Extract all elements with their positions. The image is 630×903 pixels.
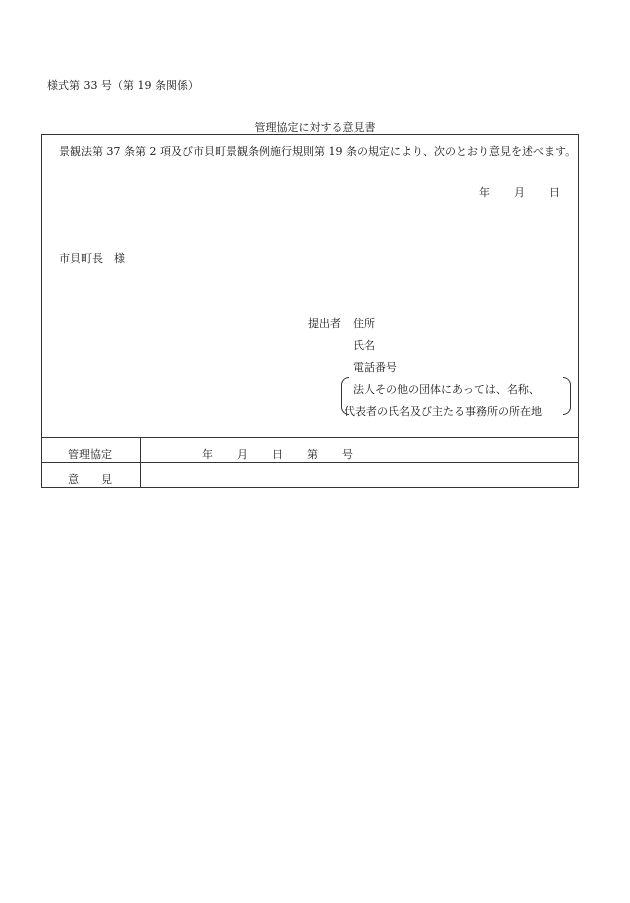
opinion-label-1: 意 [68,473,79,486]
date-line [479,184,560,200]
bracket-right [563,377,571,415]
address-label: 住所 [353,317,375,330]
opinion-label [68,471,112,487]
agreement-no-prefix: 第 [307,448,318,461]
agreement-month: 月 [237,448,248,461]
corp-note-line2: 代表者の氏名及び主たる事務所の所在地 [344,405,542,418]
opinion-label-2: 見 [101,473,112,486]
form-frame [41,134,579,488]
agreement-no-suffix: 号 [342,448,353,461]
submitter-label: 提出者 [308,317,341,330]
phone-label: 電話番号 [353,361,397,374]
agreement-year: 年 [202,448,213,461]
addressee: 市貝町長 様 [59,252,125,265]
column-divider [140,437,141,488]
form-number: 様式第 33 号（第 19 条関係） [47,79,199,92]
intro-text: 景観法第 37 条第 2 項及び市貝町景観条例施行規則第 19 条の規定により、次のとおり意見を述べます。 [59,145,577,158]
date-year: 年 [479,186,490,199]
divider-middle [42,462,578,463]
divider-top [42,437,578,438]
corp-note-line1: 法人その他の団体にあっては、名称、 [353,383,540,396]
name-label: 氏名 [353,339,375,352]
agreement-date [202,446,353,462]
document-title: 管理協定に対する意見書 [254,121,376,134]
date-day: 日 [549,186,560,199]
agreement-day: 日 [272,448,283,461]
agreement-label: 管理協定 [68,448,112,461]
date-month: 月 [514,186,525,199]
